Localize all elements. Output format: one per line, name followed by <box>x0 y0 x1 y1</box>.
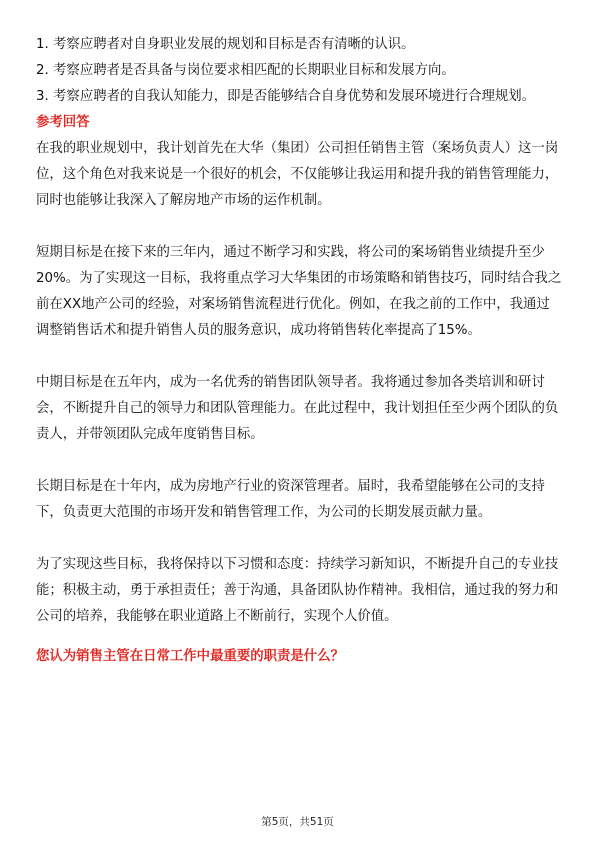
criterion-item: 3. 考察应聘者的自我认知能力，即是否能够结合自身优势和发展环境进行合理规划。 <box>36 89 536 104</box>
next-question-heading: 您认为销售主管在日常工作中最重要的职责是什么？ <box>36 649 344 664</box>
answer-paragraph: 在我的职业规划中，我计划首先在大华（集团）公司担任销售主管（案场负责人）这一岗位，这个角色对我来说是一个很好的机会，不仅能够让我运用和提升我的销售管理能力，同时也能够让我深入了解房地产市场的运作机制。 <box>36 141 559 208</box>
criterion-item: 1. 考察应聘者对自身职业发展的规划和目标是否有清晰的认识。 <box>36 37 415 52</box>
criterion-item: 2. 考察应聘者是否具备与岗位要求相匹配的长期职业目标和发展方向。 <box>36 63 455 78</box>
answer-paragraph: 长期目标是在十年内，成为房地产行业的资深管理者。届时，我希望能够在公司的支持下，负责更大范围的市场开发和销售管理工作，为公司的长期发展贡献力量。 <box>36 479 545 520</box>
answer-paragraph: 短期目标是在接下来的三年内，通过不断学习和实践，将公司的案场销售业绩提升至少20%。为了实现这一目标，我将重点学习大华集团的市场策略和销售技巧，同时结合我之前在XX地产公司的经验，对案场销售流程进行优化。例如，在我之前的工作中，我通过调整销售话术和提升销售人员的服务意识，成功将销售转化率提高了15%。 <box>36 245 562 338</box>
page-content <box>36 32 562 670</box>
answer-paragraph: 为了实现这些目标，我将保持以下习惯和态度：持续学习新知识，不断提升自己的专业技能；积极主动，勇于承担责任；善于沟通，具备团队协作精神。我相信，通过我的努力和公司的培养，我能够在职业道路上不断前行，实现个人价值。 <box>36 557 559 624</box>
page-number-footer: 第5页，共51页 <box>261 816 334 828</box>
answer-heading: 参考回答 <box>36 115 90 130</box>
answer-paragraph: 中期目标是在五年内，成为一名优秀的销售团队领导者。我将通过参加各类培训和研讨会，不断提升自己的领导力和团队管理能力。在此过程中，我计划担任至少两个团队的负责人，并带领团队完成年度销售目标。 <box>36 375 559 442</box>
